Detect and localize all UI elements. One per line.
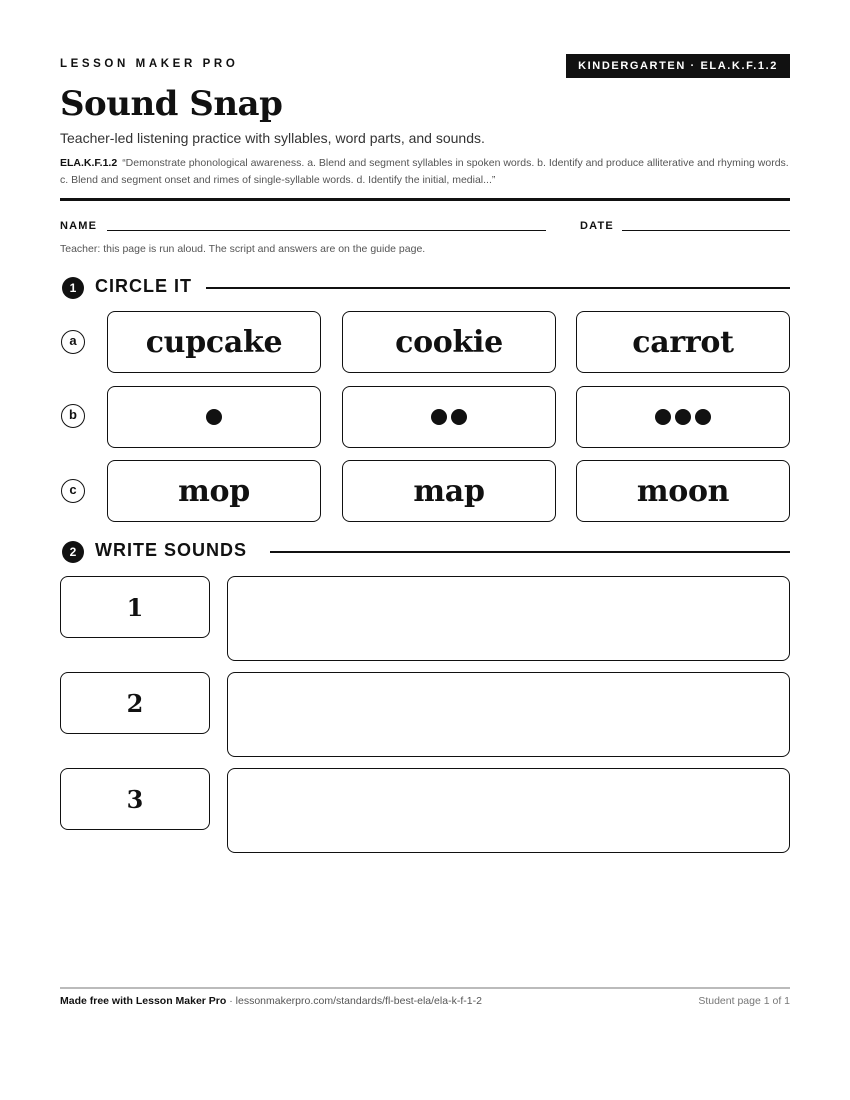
header-divider <box>60 198 790 201</box>
row-marker-c: c <box>61 479 85 503</box>
section-2-number: 2 <box>62 541 84 563</box>
choice-card-cookie[interactable] <box>342 311 556 373</box>
grade-standard-badge: KINDERGARTEN · ELA.K.F.1.2 <box>566 54 790 78</box>
footer-divider <box>60 987 790 989</box>
item-number: 3 <box>126 784 144 814</box>
syllable-dots <box>431 409 467 425</box>
syllable-dots <box>655 409 711 425</box>
choice-card-two-dots[interactable] <box>342 386 556 448</box>
item-number: 2 <box>126 688 144 718</box>
section-2-title: WRITE SOUNDS <box>95 540 248 560</box>
teacher-note: Teacher: this page is run aloud. The script and answers are on the guide page. <box>60 243 426 255</box>
dot-icon <box>655 409 671 425</box>
choice-word: mop <box>178 473 250 509</box>
dot-icon <box>675 409 691 425</box>
syllable-dots <box>206 409 222 425</box>
date-label: DATE <box>580 220 614 232</box>
write-answer-box[interactable] <box>227 576 790 661</box>
standard-description <box>60 155 790 189</box>
choice-word: cookie <box>395 324 503 360</box>
standard-code: ELA.K.F.1.2 <box>60 157 118 169</box>
choice-card-three-dots[interactable] <box>576 386 790 448</box>
standard-text: “Demonstrate phonological awareness. a. Blend and segment syllables in spoken words. b. Identify and produce alliterative and rhyming words. c. Blend and segment onset and rimes of single-syllable words. d. Identify the initial, medial...” <box>60 157 789 186</box>
row-marker-b: b <box>61 404 85 428</box>
item-number-box <box>60 576 210 638</box>
page-subtitle: Teacher-led listening practice with syllables, word parts, and sounds. <box>60 130 485 146</box>
choice-card-moon[interactable] <box>576 460 790 522</box>
choice-word: moon <box>636 473 730 509</box>
choice-card-one-dot[interactable] <box>107 386 321 448</box>
item-number-box <box>60 672 210 734</box>
section-1-rule <box>206 287 790 289</box>
footer-page-number: Student page 1 of 1 <box>698 995 790 1007</box>
write-answer-box[interactable] <box>227 672 790 757</box>
choice-card-mop[interactable] <box>107 460 321 522</box>
write-answer-box[interactable] <box>227 768 790 853</box>
choice-card-carrot[interactable] <box>576 311 790 373</box>
choice-card-map[interactable] <box>342 460 556 522</box>
footer-url[interactable]: · lessonmakerpro.com/standards/fl-best-ela/ela-k-f-1-2 <box>226 995 482 1007</box>
page-title: Sound Snap <box>60 84 283 124</box>
date-write-line[interactable] <box>622 230 790 231</box>
name-write-line[interactable] <box>107 230 546 231</box>
footer-credit <box>60 995 482 1007</box>
section-2-rule <box>270 551 790 553</box>
choice-word: map <box>413 473 485 509</box>
item-number: 1 <box>126 592 144 622</box>
row-marker-a: a <box>61 330 85 354</box>
item-number-box <box>60 768 210 830</box>
dot-icon <box>451 409 467 425</box>
dot-icon <box>695 409 711 425</box>
brand-name: LESSON MAKER PRO <box>60 58 239 70</box>
dot-icon <box>206 409 222 425</box>
footer-made-with: Made free with Lesson Maker Pro <box>60 995 227 1007</box>
dot-icon <box>431 409 447 425</box>
choice-card-cupcake[interactable] <box>107 311 321 373</box>
section-1-title: CIRCLE IT <box>95 276 192 296</box>
choice-word: carrot <box>632 324 734 360</box>
section-1-number: 1 <box>62 277 84 299</box>
name-label: NAME <box>60 220 98 232</box>
choice-word: cupcake <box>145 324 283 360</box>
